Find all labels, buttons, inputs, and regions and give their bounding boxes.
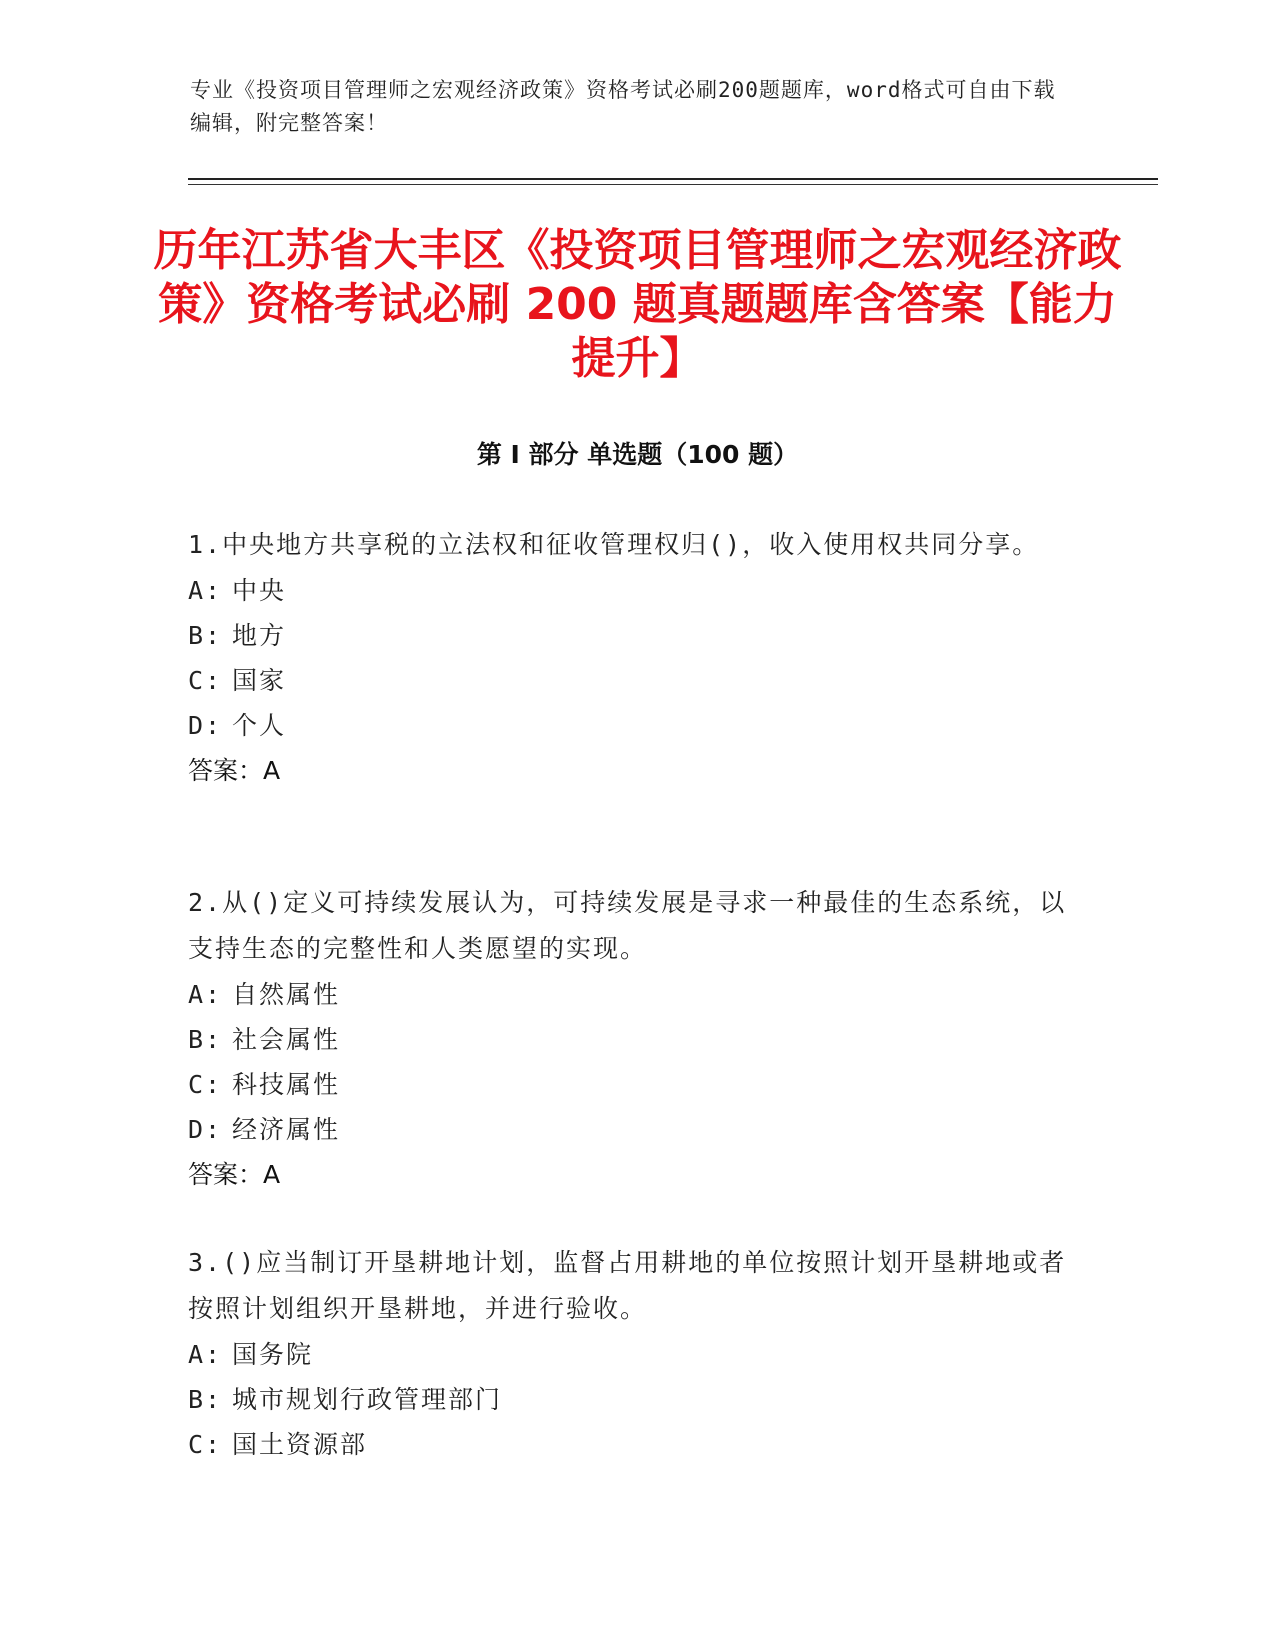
option-b [188, 1017, 1068, 1062]
option-a [188, 1332, 1068, 1377]
option-d [188, 1107, 1068, 1152]
option-text: 个人 [232, 711, 287, 740]
option-text: 经济属性 [232, 1115, 341, 1144]
option-b [188, 1377, 1068, 1422]
option-text: 城市规划行政管理部门 [232, 1385, 503, 1414]
header-divider-thick [188, 178, 1158, 180]
question-1 [188, 522, 1068, 794]
option-text: 社会属性 [232, 1025, 341, 1054]
document-title: 历年江苏省大丰区《投资项目管理师之宏观经济政策》资格考试必刷 200 题真题题库含答案【能力提升】 [153, 225, 1122, 384]
option-text: 地方 [232, 621, 287, 650]
question-stem: 1.中央地方共享税的立法权和征收管理权归()，收入使用权共同分享。 [188, 530, 1040, 559]
question-2 [188, 880, 1068, 1198]
section-heading: 第 I 部分 单选题（100 题） [476, 440, 799, 469]
option-a [188, 568, 1068, 613]
option-text: 国家 [232, 666, 287, 695]
option-letter: A: [188, 576, 223, 605]
option-d [188, 703, 1068, 748]
option-a [188, 972, 1068, 1017]
option-letter: B: [188, 1025, 223, 1054]
answer-line: 答案：A [188, 756, 281, 785]
question-stem: 3.()应当制订开垦耕地计划，监督占用耕地的单位按照计划开垦耕地或者按照计划组织开垦耕地，并进行验收。 [188, 1248, 1067, 1323]
header-divider-thin [188, 184, 1158, 185]
option-letter: D: [188, 711, 223, 740]
header-note: 专业《投资项目管理师之宏观经济政策》资格考试必刷200题题库，word格式可自由下载编辑，附完整答案！ [190, 78, 1056, 135]
option-letter: C: [188, 1430, 223, 1459]
option-text: 国土资源部 [232, 1430, 368, 1459]
option-letter: C: [188, 666, 223, 695]
question-stem: 2.从()定义可持续发展认为，可持续发展是寻求一种最佳的生态系统，以支持生态的完整性和人类愿望的实现。 [188, 888, 1067, 963]
option-text: 自然属性 [232, 980, 341, 1009]
answer-line: 答案：A [188, 1160, 281, 1189]
option-letter: A: [188, 980, 223, 1009]
option-letter: B: [188, 1385, 223, 1414]
option-c [188, 1422, 1068, 1467]
option-letter: A: [188, 1340, 223, 1369]
option-c [188, 658, 1068, 703]
option-text: 科技属性 [232, 1070, 341, 1099]
option-text: 中央 [232, 576, 287, 605]
option-text: 国务院 [232, 1340, 314, 1369]
question-3 [188, 1240, 1068, 1467]
option-letter: C: [188, 1070, 223, 1099]
option-c [188, 1062, 1068, 1107]
option-letter: B: [188, 621, 223, 650]
option-b [188, 613, 1068, 658]
option-letter: D: [188, 1115, 223, 1144]
